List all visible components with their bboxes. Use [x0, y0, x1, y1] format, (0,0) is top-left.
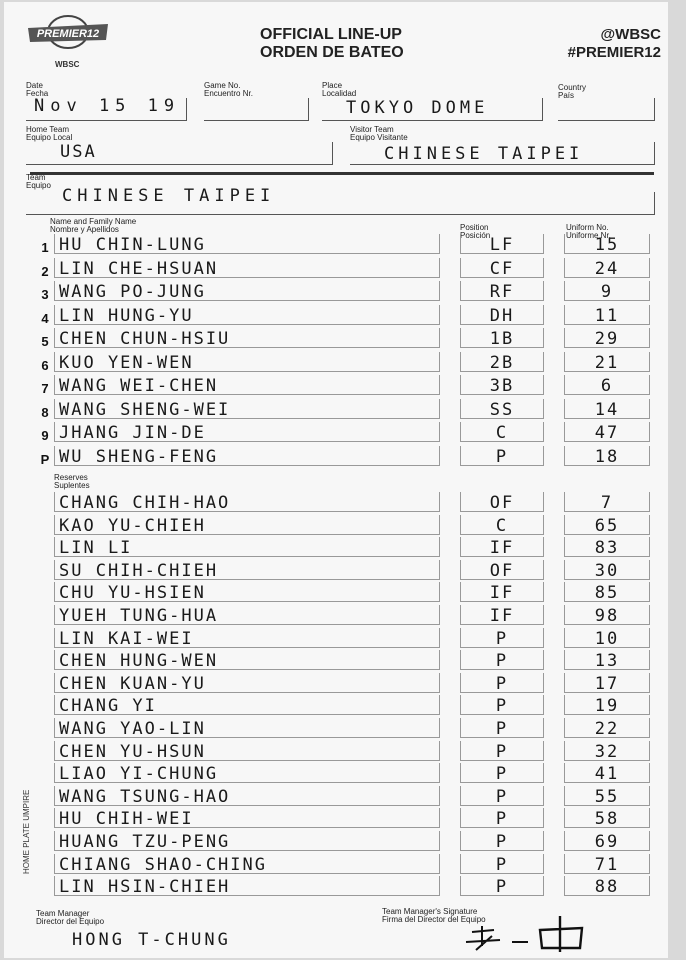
name-header-es: Nombre y Apellidos [50, 225, 119, 234]
country-label: Country [558, 83, 587, 92]
player-uniform: 41 [564, 763, 650, 783]
manager-name: HONG T-CHUNG [72, 930, 231, 950]
player-uniform: 65 [564, 515, 650, 535]
place-label: Place [322, 81, 343, 90]
player-position: DH [460, 305, 544, 325]
uniform-header-en: Uniform No. [566, 223, 609, 232]
player-position: SS [460, 399, 544, 419]
player-uniform: 18 [564, 446, 650, 466]
player-uniform: 88 [564, 876, 650, 896]
player-name: CHEN CHUN-HSIU [54, 328, 440, 348]
hashtag: #PREMIER12 [567, 44, 661, 61]
player-uniform: 55 [564, 786, 650, 806]
name-header-en: Name and Family Name [50, 217, 137, 226]
player-position: P [460, 628, 544, 648]
visitor-team-label: Visitor Team [350, 125, 394, 134]
logo-org: WBSC [55, 60, 80, 69]
team-value: CHINESE TAIPEI [62, 186, 276, 206]
player-name: LIN HUNG-YU [54, 305, 440, 325]
player-position: IF [460, 537, 544, 557]
player-name: CHANG CHIH-HAO [54, 492, 440, 512]
visitor-team-label-es: Equipo Visitante [350, 133, 408, 142]
player-uniform: 19 [564, 695, 650, 715]
player-name: LIN CHE-HSUAN [54, 258, 440, 278]
player-uniform: 21 [564, 352, 650, 372]
player-name: WANG SHENG-WEI [54, 399, 440, 419]
name-column-header [50, 218, 136, 234]
title-en: OFFICIAL LINE-UP [260, 26, 402, 43]
lineup-sheet [4, 2, 668, 958]
batting-order: 9 [41, 428, 49, 443]
player-name: SU CHIH-CHIEH [54, 560, 440, 580]
player-uniform: 7 [564, 492, 650, 512]
player-position: C [460, 515, 544, 535]
player-position: LF [460, 234, 544, 254]
player-uniform: 14 [564, 399, 650, 419]
player-position: P [460, 741, 544, 761]
premier12-logo [26, 14, 110, 50]
game-no-label: Game No. [204, 81, 241, 90]
player-position: 1B [460, 328, 544, 348]
player-position: P [460, 695, 544, 715]
home-plate-umpire-label: HOME PLATE UMPIRE [22, 789, 31, 874]
player-name: HUANG TZU-PENG [54, 831, 440, 851]
social-tags [561, 26, 661, 62]
player-position: OF [460, 560, 544, 580]
uniform-header-es: Uniforme Nr. [566, 231, 611, 240]
manager-label-en: Team Manager [36, 909, 90, 918]
player-uniform: 24 [564, 258, 650, 278]
player-position: P [460, 786, 544, 806]
player-name: JHANG JIN-DE [54, 422, 440, 442]
player-position: P [460, 446, 544, 466]
player-uniform: 30 [564, 560, 650, 580]
player-position: IF [460, 582, 544, 602]
player-uniform: 47 [564, 422, 650, 442]
player-uniform: 71 [564, 854, 650, 874]
player-position: CF [460, 258, 544, 278]
social-handle: @WBSC [600, 26, 661, 43]
batting-order: 7 [41, 381, 49, 396]
manager-label [36, 910, 104, 926]
player-position: P [460, 718, 544, 738]
player-name: WANG WEI-CHEN [54, 375, 440, 395]
title-es: ORDEN DE BATEO [260, 44, 404, 61]
manager-label-es: Director del Equipo [36, 917, 105, 926]
manager-signature [462, 912, 592, 954]
player-position: P [460, 650, 544, 670]
player-name: HU CHIN-LUNG [54, 234, 440, 254]
batting-order: 4 [41, 310, 49, 326]
team-label-es: Equipo [26, 181, 51, 190]
visitor-team-value: CHINESE TAIPEI [384, 144, 584, 164]
player-position: P [460, 876, 544, 896]
player-name: LIN KAI-WEI [54, 628, 440, 648]
date-label: Date [26, 81, 43, 90]
batting-order: 2 [41, 263, 49, 279]
home-team-value: USA [60, 142, 97, 162]
reserves-label: Reserves [54, 473, 88, 482]
player-name: LIN HSIN-CHIEH [54, 876, 440, 896]
place-value: TOKYO DOME [346, 98, 489, 118]
player-position: IF [460, 605, 544, 625]
player-uniform: 17 [564, 673, 650, 693]
player-uniform: 98 [564, 605, 650, 625]
team-label: Team [26, 173, 46, 182]
form-title [260, 26, 404, 62]
player-uniform: 58 [564, 808, 650, 828]
batting-order: 5 [41, 334, 49, 349]
player-name: CHEN KUAN-YU [54, 673, 440, 693]
batting-order: 8 [41, 404, 49, 420]
player-name: KUO YEN-WEN [54, 352, 440, 372]
player-name: YUEH TUNG-HUA [54, 605, 440, 625]
player-position: RF [460, 281, 544, 301]
player-uniform: 11 [564, 305, 650, 325]
player-name: CHEN HUNG-WEN [54, 650, 440, 670]
reserves-header [54, 474, 90, 490]
place-label-es: Localidad [322, 89, 357, 98]
player-uniform: 83 [564, 537, 650, 557]
player-name: HU CHIH-WEI [54, 808, 440, 828]
player-uniform: 32 [564, 741, 650, 761]
country-label-es: País [558, 91, 575, 100]
player-uniform: 85 [564, 582, 650, 602]
player-name: CHEN YU-HSUN [54, 741, 440, 761]
signature-label-en: Team Manager's Signature [382, 907, 478, 916]
batting-order: 1 [41, 240, 49, 255]
player-uniform: 6 [564, 375, 650, 395]
player-name: WANG TSUNG-HAO [54, 786, 440, 806]
player-position: P [460, 763, 544, 783]
player-name: WANG PO-JUNG [54, 281, 440, 301]
player-name: LIAO YI-CHUNG [54, 763, 440, 783]
batting-order: 6 [41, 357, 49, 373]
player-position: C [460, 422, 544, 442]
position-header-en: Position [460, 223, 489, 232]
logo-text: PREMIER12 [36, 28, 100, 40]
player-uniform: 15 [564, 234, 650, 254]
player-uniform: 13 [564, 650, 650, 670]
batting-order: 3 [41, 287, 49, 302]
date-value: Nov 15 19 [34, 96, 181, 116]
home-team-label: Home Team [26, 125, 69, 134]
position-header-es: Posición [460, 231, 491, 240]
home-team-label-es: Equipo Local [26, 133, 73, 142]
player-uniform: 10 [564, 628, 650, 648]
player-position: P [460, 854, 544, 874]
player-name: KAO YU-CHIEH [54, 515, 440, 535]
game-no-label-es: Encuentro Nr. [204, 89, 253, 98]
player-position: P [460, 673, 544, 693]
player-uniform: 22 [564, 718, 650, 738]
player-name: LIN LI [54, 537, 440, 557]
player-name: WANG YAO-LIN [54, 718, 440, 738]
player-position: P [460, 808, 544, 828]
player-position: 3B [460, 375, 544, 395]
player-uniform: 69 [564, 831, 650, 851]
player-name: CHIANG SHAO-CHING [54, 854, 440, 874]
reserves-label-es: Suplentes [54, 481, 90, 490]
player-position: P [460, 831, 544, 851]
player-name: WU SHENG-FENG [54, 446, 440, 466]
date-label-es: Fecha [26, 89, 49, 98]
signature-label-es: Firma del Director del Equipo [382, 915, 486, 924]
player-name: CHANG YI [54, 695, 440, 715]
player-position: OF [460, 492, 544, 512]
player-position: 2B [460, 352, 544, 372]
player-uniform: 29 [564, 328, 650, 348]
player-name: CHU YU-HSIEN [54, 582, 440, 602]
player-uniform: 9 [564, 281, 650, 301]
batting-order: P [40, 451, 50, 467]
